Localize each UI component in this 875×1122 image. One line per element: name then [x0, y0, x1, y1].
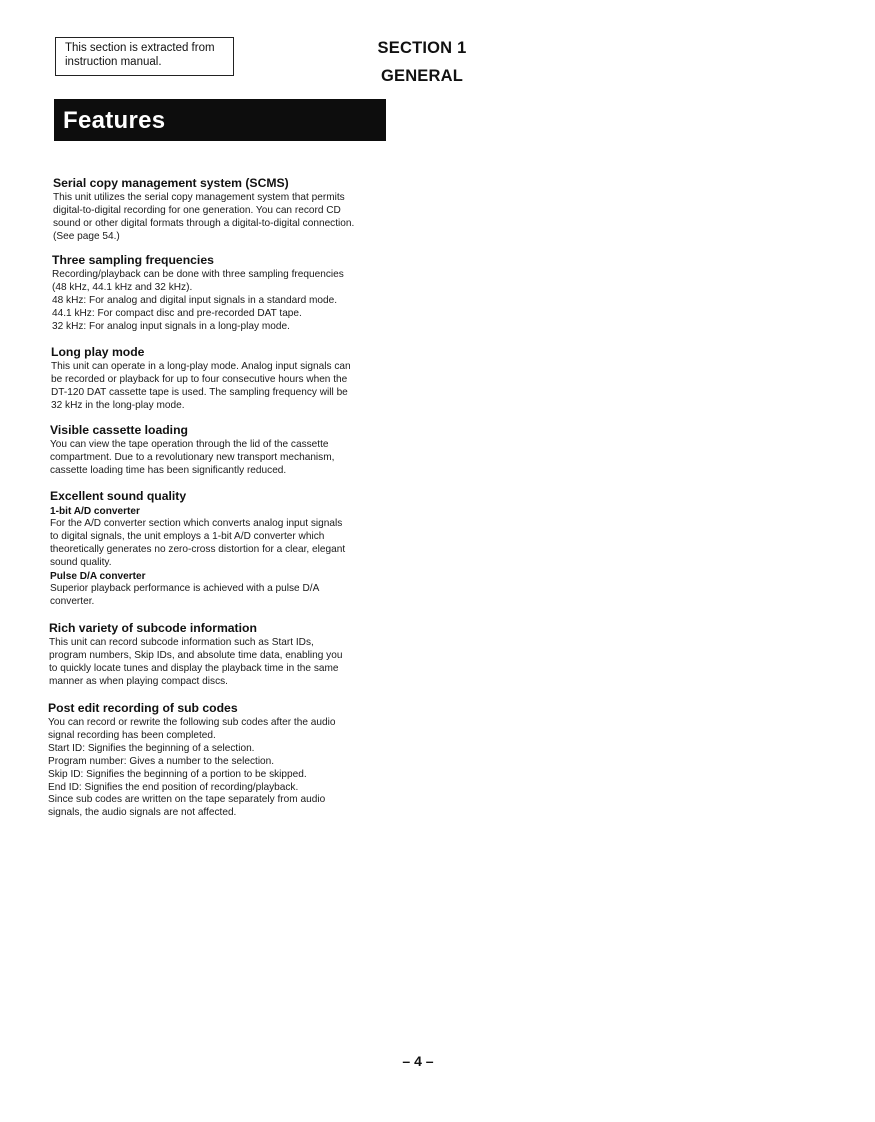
feature-text-line: to quickly locate tunes and display the playback time in the same [49, 662, 339, 674]
feature-text-line: For the A/D converter section which converts analog input signals [50, 518, 343, 529]
feature-long-play-mode [51, 345, 391, 413]
feature-text-line: sound or other digital formats through a digital-to-digital connection. [53, 217, 355, 229]
banner-title: Features [63, 107, 166, 134]
feature-text-line: be recorded or playback for up to four consecutive hours when the [51, 373, 348, 385]
feature-text-line: 32 kHz: For analog input signals in a long-play mode. [52, 320, 290, 332]
feature-text-line: Recording/playback can be done with three sampling frequencies [52, 269, 344, 280]
feature-subheading: 1-bit A/D converter [50, 506, 140, 517]
feature-heading: Excellent sound quality [50, 489, 187, 503]
feature-text-line: cassette loading time has been significantly reduced. [50, 464, 287, 476]
feature-text-line: Since sub codes are written on the tape separately from audio [48, 794, 326, 806]
feature-text-line: 32 kHz in the long-play mode. [51, 399, 185, 411]
feature-heading: Post edit recording of sub codes [48, 701, 238, 715]
feature-text-line: DT-120 DAT cassette tape is used. The sampling frequency will be [51, 386, 348, 398]
feature-text-line: compartment. Due to a revolutionary new transport mechanism, [50, 451, 335, 463]
feature-text-line: (48 kHz, 44.1 kHz and 32 kHz). [52, 281, 193, 293]
feature-text-line: Superior playback performance is achieved with a pulse D/A [50, 582, 320, 594]
feature-text-line: Skip ID: Signifies the beginning of a portion to be skipped. [48, 768, 307, 780]
feature-heading: Serial copy management system (SCMS) [53, 176, 289, 190]
feature-text-line: digital-to-digital recording for one generation. You can record CD [53, 204, 341, 216]
feature-text-line: Start ID: Signifies the beginning of a selection. [48, 742, 255, 754]
feature-text-line: converter. [50, 595, 95, 607]
feature-subcode-information [49, 621, 389, 689]
feature-text-line: Program number: Gives a number to the selection. [48, 755, 275, 767]
feature-text-line: (See page 54.) [53, 230, 120, 242]
feature-subheading: Pulse D/A converter [50, 570, 146, 582]
feature-text-line: theoretically generates no zero-cross distortion for a clear, elegant [50, 543, 346, 555]
feature-text-line: You can view the tape operation through the lid of the cassette [50, 439, 329, 450]
feature-text-line: program numbers, Skip IDs, and absolute time data, enabling you [49, 649, 343, 661]
feature-text-line: sound quality. [50, 556, 112, 568]
note-line: This section is extracted from [65, 42, 215, 54]
section-title: GENERAL [380, 67, 464, 85]
note-line: instruction manual. [65, 56, 162, 68]
feature-visible-cassette-loading [50, 423, 390, 478]
page-number: – 4 – [402, 1053, 434, 1069]
feature-text-line: This unit utilizes the serial copy management system that permits [53, 192, 345, 203]
feature-text-line: to digital signals, the unit employs a 1-bit A/D converter which [50, 530, 325, 542]
feature-text-line: 48 kHz: For analog and digital input signals in a standard mode. [52, 294, 338, 306]
feature-sampling-frequencies [52, 253, 392, 334]
section-number: SECTION 1 [377, 39, 467, 57]
feature-text-line: You can record or rewrite the following sub codes after the audio [48, 717, 336, 728]
feature-sound-quality [50, 489, 390, 608]
feature-scms [53, 176, 393, 244]
feature-post-edit-recording [48, 701, 388, 820]
feature-heading: Visible cassette loading [50, 423, 188, 437]
feature-text-line: 44.1 kHz: For compact disc and pre-recorded DAT tape. [52, 307, 302, 319]
feature-text-line: signal recording has been completed. [48, 729, 216, 741]
feature-heading: Three sampling frequencies [52, 253, 214, 267]
feature-text-line: This unit can record subcode information such as Start IDs, [49, 637, 314, 648]
feature-text-line: End ID: Signifies the end position of recording/playback. [48, 781, 299, 793]
feature-heading: Rich variety of subcode information [49, 621, 257, 635]
feature-text-line: This unit can operate in a long-play mode. Analog input signals can [51, 361, 351, 372]
feature-text-line: signals, the audio signals are not affected. [48, 807, 237, 819]
feature-text-line: manner as when playing compact discs. [49, 675, 228, 687]
feature-heading: Long play mode [51, 345, 145, 359]
